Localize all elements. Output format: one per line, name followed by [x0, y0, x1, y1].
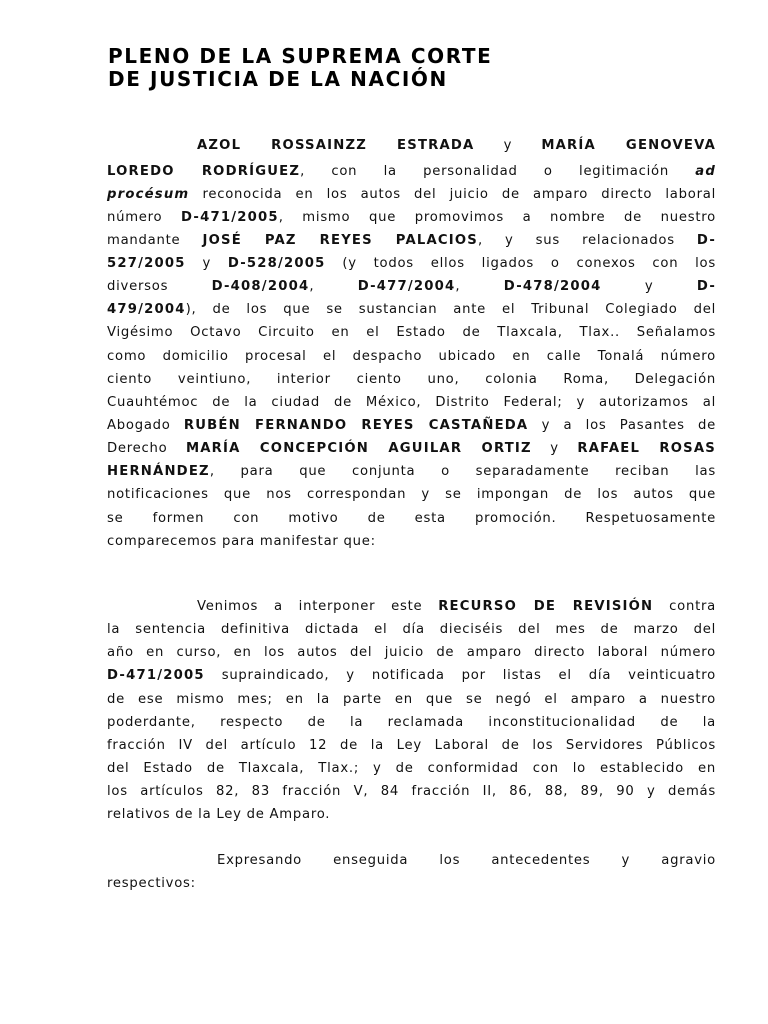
text-run: año en curso, en los autos del juicio de amparo directo laboral número — [107, 645, 716, 661]
text-line — [107, 183, 716, 206]
text-line — [107, 414, 716, 437]
bold-text: 479/2004 — [107, 302, 186, 318]
text-line — [107, 872, 716, 895]
bold-text: D-528/2005 — [227, 256, 326, 272]
text-run: , mismo que promovimos a nombre de nuestro — [278, 209, 716, 225]
text-line — [107, 688, 716, 711]
bold-text: HERNÁNDEZ — [107, 464, 210, 480]
text-run: como domicilio procesal el despacho ubicado en calle Tonalá número — [107, 348, 716, 364]
text-run: de ese mismo mes; en la parte en que se negó el amparo a nuestro — [107, 691, 716, 707]
court-heading-line-1: PLENO DE LA SUPREMA CORTE — [108, 44, 493, 68]
text-line — [107, 803, 716, 826]
court-heading — [108, 45, 668, 91]
text-run: Vigésimo Octavo Circuito en el Estado de Tlaxcala, Tlax.. Señalamos — [107, 325, 716, 341]
text-run: , — [309, 279, 358, 295]
paragraph-appeal — [107, 595, 716, 826]
bold-text: D- — [696, 232, 716, 248]
text-run: y — [531, 441, 578, 457]
text-run: y — [185, 256, 228, 272]
text-run: Venimos a interponer este — [197, 599, 439, 614]
bold-text: D-471/2005 — [181, 209, 279, 225]
text-run: diversos — [107, 279, 212, 295]
text-line — [107, 664, 716, 687]
text-line — [107, 711, 716, 734]
text-run: Abogado — [107, 418, 184, 434]
text-line — [107, 298, 716, 321]
text-run: , para que conjunta o separadamente reciban las — [209, 464, 716, 480]
text-run: poderdante, respecto de la reclamada inconstitucionalidad de la — [107, 714, 716, 730]
text-run: los artículos 82, 83 fracción V, 84 fracción II, 86, 88, 89, 90 y demás — [107, 784, 716, 800]
text-run: y — [601, 279, 697, 295]
text-run: supraindicado, y notificada por listas el día veinticuatro — [204, 668, 716, 684]
text-line — [107, 460, 716, 483]
court-heading-line-2: DE JUSTICIA DE LA NACIÓN — [108, 67, 448, 91]
text-line — [107, 160, 716, 183]
text-line — [107, 206, 716, 229]
text-line — [107, 507, 716, 530]
bold-text: D-408/2004 — [211, 279, 310, 295]
text-line — [107, 483, 716, 506]
text-run: contra — [653, 599, 716, 614]
emphasis-text: procésum — [107, 186, 190, 202]
bold-text: LOREDO RODRÍGUEZ — [107, 163, 301, 179]
bold-text: AZOL ROSSAINZZ ESTRADA — [197, 138, 475, 153]
text-run: número — [107, 209, 182, 225]
text-run: reconocida en los autos del juicio de amparo directo laboral — [189, 186, 716, 202]
text-line — [107, 391, 716, 414]
text-line — [107, 275, 716, 298]
emphasis-text: ad — [695, 163, 717, 179]
bold-text: RAFAEL ROSAS — [577, 441, 716, 457]
text-run: (y todos ellos ligados o conexos con los — [325, 256, 716, 272]
bold-text: D-477/2004 — [357, 279, 456, 295]
bold-text: JOSÉ PAZ REYES PALACIOS — [202, 232, 478, 248]
bold-text: RUBÉN FERNANDO REYES CASTAÑEDA — [183, 418, 529, 434]
text-line — [107, 849, 716, 872]
text-run: comparecemos para manifestar que: — [107, 533, 376, 549]
text-line — [107, 595, 716, 618]
text-run: la sentencia definitiva dictada el día dieciséis del mes de marzo del — [107, 622, 716, 638]
text-line — [107, 734, 716, 757]
bold-text: RECURSO DE REVISIÓN — [438, 599, 654, 614]
text-run: se formen con motivo de esta promoción. Respetuosamente — [107, 510, 716, 526]
text-run: , — [455, 279, 504, 295]
text-run: notificaciones que nos correspondan y se impongan de los autos que — [107, 487, 716, 503]
paragraph-grievances-intro — [107, 849, 716, 895]
text-run: Cuauhtémoc de la ciudad de México, Distrito Federal; y autorizamos al — [107, 394, 716, 410]
bold-text: MARÍA CONCEPCIÓN AGUILAR ORTIZ — [185, 441, 532, 457]
text-run: del Estado de Tlaxcala, Tlax.; y de conformidad con lo establecido en — [107, 760, 716, 776]
text-run: , con la personalidad o legitimación — [300, 163, 696, 179]
text-line — [107, 321, 716, 344]
text-line — [107, 136, 716, 160]
text-line — [107, 345, 716, 368]
text-line — [107, 368, 716, 391]
text-run: fracción IV del artículo 12 de la Ley Laboral de los Servidores Públicos — [107, 737, 716, 753]
text-line — [107, 641, 716, 664]
bold-text: 527/2005 — [107, 256, 186, 272]
text-line — [107, 229, 716, 252]
text-line — [107, 757, 716, 780]
bold-text: D- — [696, 279, 716, 295]
text-run: y — [474, 138, 542, 153]
text-line — [107, 780, 716, 803]
text-line — [107, 618, 716, 641]
text-run: ), de los que se sustancian ante el Tribunal Colegiado del — [185, 302, 716, 318]
text-line — [107, 530, 716, 553]
text-run: ciento veintiuno, interior ciento uno, colonia Roma, Delegación — [107, 371, 716, 387]
text-line — [107, 252, 716, 275]
bold-text: D-471/2005 — [107, 668, 205, 684]
text-run: , y sus relacionados — [477, 232, 697, 248]
text-run: respectivos: — [107, 876, 196, 892]
text-run: y a los Pasantes de — [528, 418, 717, 434]
text-run: Derecho — [107, 441, 186, 457]
paragraph-appearance — [107, 136, 716, 553]
text-line — [107, 437, 716, 460]
text-run: mandante — [107, 232, 203, 248]
text-run: relativos de la Ley de Amparo. — [107, 807, 331, 823]
bold-text: MARÍA GENOVEVA — [541, 138, 716, 153]
text-run: Expresando enseguida los antecedentes y agravio — [217, 853, 716, 868]
bold-text: D-478/2004 — [503, 279, 602, 295]
